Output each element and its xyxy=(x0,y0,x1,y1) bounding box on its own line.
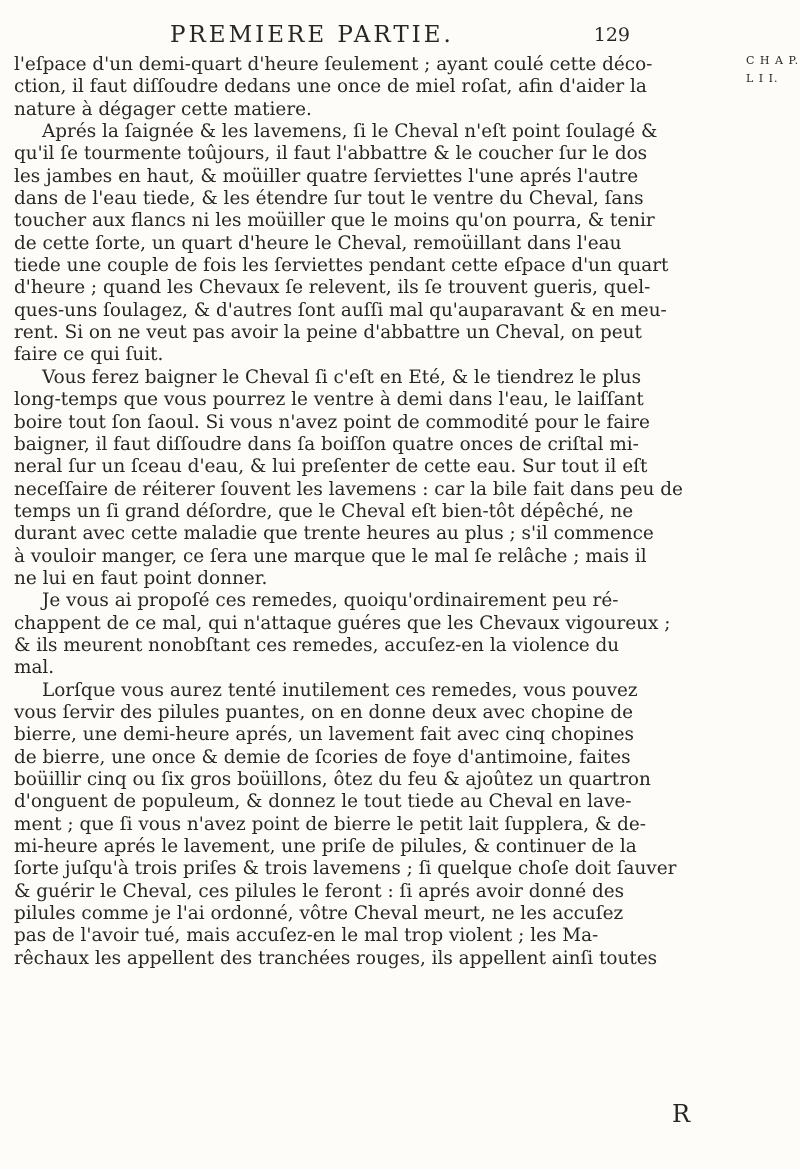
margin-note-chapter: C H A P. xyxy=(746,54,800,67)
text-line: faire ce qui ſuit. xyxy=(14,344,164,366)
text-line: mi-heure aprés le lavement, une priſe de pilules, & continuer de la xyxy=(14,836,637,858)
running-title: PREMIERE PARTIE. xyxy=(170,22,454,48)
text-line: boüillir cinq ou ſix gros boüillons, ôtez du feu & ajoûtez un quartron xyxy=(14,769,651,790)
text-line: ment ; que ſi vous n'avez point de bierre le petit lait ſupplera, & de- xyxy=(14,813,646,835)
text-line: mal. xyxy=(14,657,55,679)
text-line: bierre, une demi-heure aprés, un lavement fait avec cinq chopines xyxy=(14,724,634,746)
text-line: neceſſaire de réiterer ſouvent les lavemens : car la bile fait dans peu de xyxy=(14,478,683,500)
text-line: ction, il faut diſſoudre dedans une once de miel roſat, afin d'aider la xyxy=(14,76,647,98)
text-line: dans de l'eau tiede, & les étendre ſur tout le ventre du Cheval, ſans xyxy=(14,188,644,210)
text-line: ſorte juſqu'à trois priſes & trois lavemens ; ſi quelque choſe doit ſauver xyxy=(14,858,677,880)
text-line: neral ſur un ſceau d'eau, & lui preſenter de cette eau. Sur tout il eſt xyxy=(14,456,648,478)
text-line: nature à dégager cette matiere. xyxy=(14,98,312,120)
paragraph-start-line: Vous ferez baigner le Cheval ſi c'eſt en Eté, & le tiendrez le plus xyxy=(42,366,642,388)
text-line: pilules comme je l'ai ordonné, vôtre Cheval meurt, ne les accuſez xyxy=(14,903,624,925)
text-line: qu'il ſe tourmente toûjours, il faut l'abbattre & le coucher ſur le dos xyxy=(14,143,648,165)
text-line: vous ſervir des pilules puantes, on en donne deux avec chopine de xyxy=(14,701,633,723)
text-line: boire tout ſon ſaoul. Si vous n'avez point de commodité pour le faire xyxy=(14,411,650,433)
text-line: d'onguent de populeum, & donnez le tout tiede au Cheval en lave- xyxy=(14,791,632,813)
paragraph-start-line: Aprés la ſaignée & les lavemens, ſi le Cheval n'eſt point ſoulagé & xyxy=(42,121,658,143)
text-line: ques-uns ſoulagez, & d'autres ſont auſſi mal qu'auparavant & en meu- xyxy=(14,299,667,321)
page-number: 129 xyxy=(593,24,630,46)
text-line: baigner, il faut diſſoudre dans ſa boiſſon quatre onces de criſtal mi- xyxy=(14,433,639,455)
running-head xyxy=(170,22,630,50)
paragraph-start-line: Lorſque vous aurez tenté inutilement ces remedes, vous pouvez xyxy=(42,679,638,701)
catchword: R xyxy=(672,1100,691,1128)
text-line: de cette ſorte, un quart d'heure le Cheval, remoüillant dans l'eau xyxy=(14,232,622,254)
chapter-margin-note xyxy=(746,52,800,88)
text-line: pas de l'avoir tué, mais accuſez-en le mal trop violent ; les Ma- xyxy=(14,925,599,947)
text-line: chappent de ce mal, qui n'attaque guéres que les Chevaux vigoureux ; xyxy=(14,612,671,634)
text-line: long-temps que vous pourrez le ventre à demi dans l'eau, le laiſſant xyxy=(14,389,644,411)
text-line: rent. Si on ne veut pas avoir la peine d'abbattre un Cheval, on peut xyxy=(14,322,642,344)
text-line: ne lui en faut point donner. xyxy=(14,567,268,589)
text-line: toucher aux flancs ni les moüiller que le moins qu'on pourra, & tenir xyxy=(14,210,655,232)
text-line: d'heure ; quand les Chevaux ſe relevent, ils ſe trouvent gueris, quel- xyxy=(14,277,651,299)
paragraph-start-line: Je vous ai propoſé ces remedes, quoiqu'ordinairement peu ré- xyxy=(42,590,619,612)
text-line: & ils meurent nonobſtant ces remedes, accuſez-en la violence du xyxy=(14,634,620,656)
text-line: rêchaux les appellent des tranchées rouges, ils appellent ainſi toutes xyxy=(14,947,658,969)
text-line: à vouloir manger, ce ſera une marque que le mal ſe relâche ; mais il xyxy=(14,545,647,567)
text-line: durant avec cette maladie que trente heures au plus ; s'il commence xyxy=(14,523,654,545)
text-line: & guérir le Cheval, ces pilules le feront : ſi aprés avoir donné des xyxy=(14,880,625,902)
body-text xyxy=(14,54,742,970)
text-line: de bierre, une once & demie de ſcories de foye d'antimoine, faites xyxy=(14,746,631,768)
text-line: tiede une couple de fois les ſerviettes pendant cette eſpace d'un quart xyxy=(14,255,669,277)
text-line: l'eſpace d'un demi-quart d'heure ſeulement ; ayant coulé cette déco- xyxy=(14,54,653,75)
text-line: temps un ſi grand déſordre, que le Cheval eſt bien-tôt dépêché, ne xyxy=(14,500,634,522)
margin-note-number: L I I. xyxy=(746,72,779,85)
text-line: les jambes en haut, & moüiller quatre ſerviettes l'une aprés l'autre xyxy=(14,165,639,187)
